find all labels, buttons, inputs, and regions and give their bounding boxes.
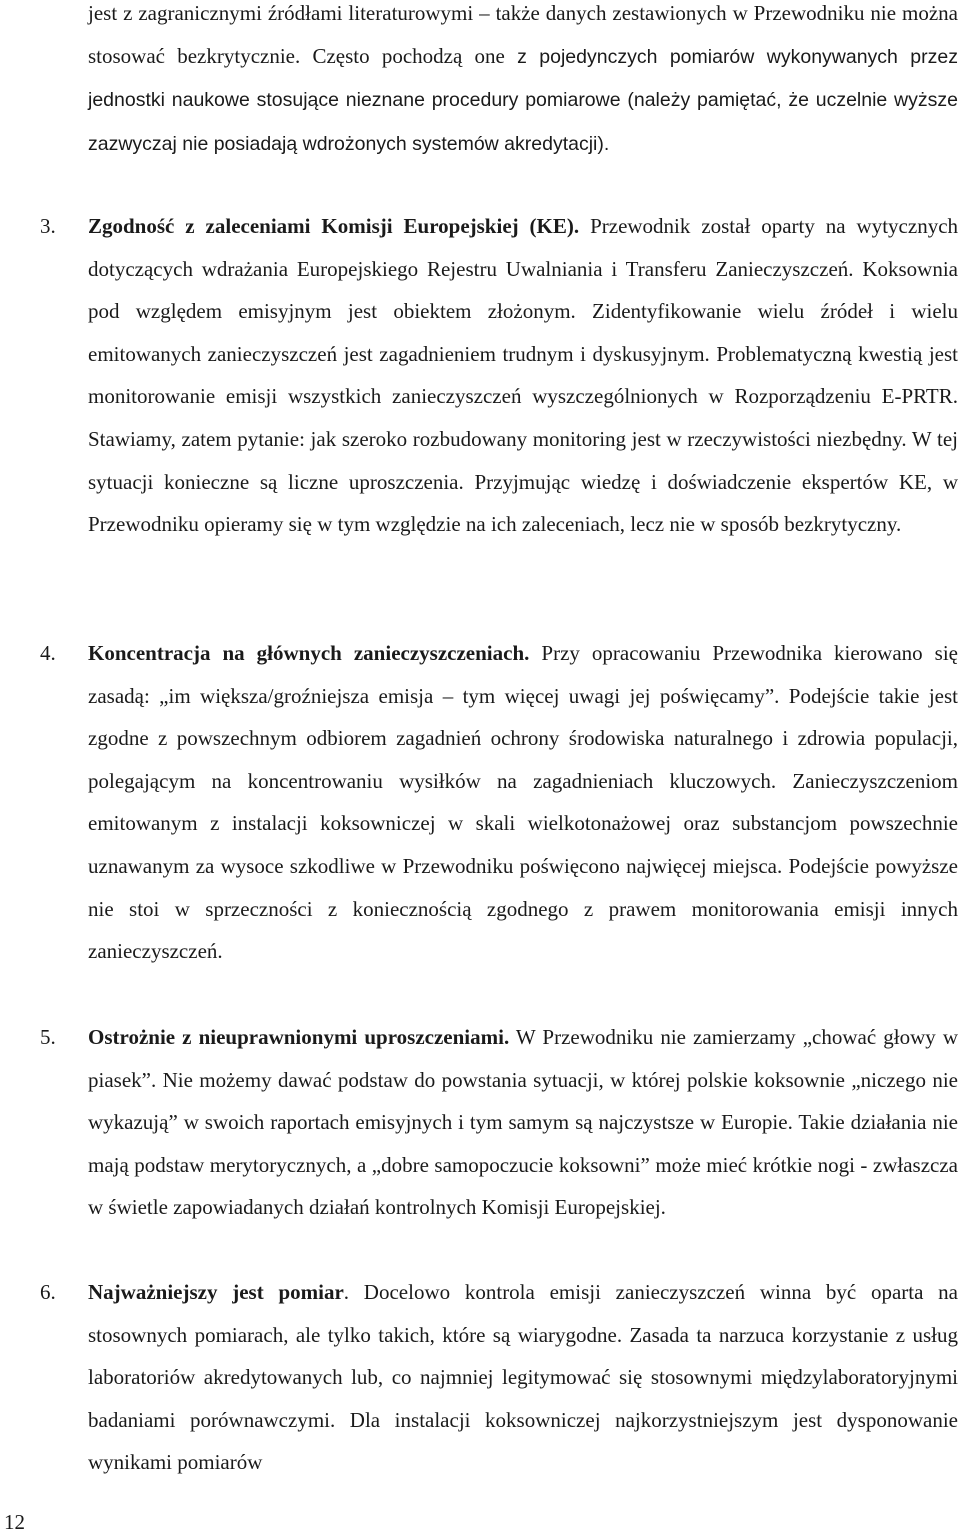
item-paragraph bbox=[88, 205, 958, 546]
item-number: 6. bbox=[40, 1280, 56, 1304]
item-number: 4. bbox=[40, 641, 56, 665]
item-heading-suffix: . bbox=[343, 1280, 350, 1304]
item-body: Przy opracowaniu Przewodnika kierowano się zasadą: „im większa/groźniejsza emisja – tym więcej uwagi jej poświęcamy”. Podejście takie jest zgodne z powszechnym odbiorem zagadnień ochrony środowiska naturalnego i zdrowia populacji, polegającym na koncentrowaniu wysiłków na zagadnieniach kluczowych. Zanieczyszczeniom emitowanym z instalacji koksowniczej w skali wielkotonażowej oraz substancjom powszechnie uznawanym za wysoce szkodliwe w Przewodniku poświęcono najwięcej miejsca. Podejście powyższe nie stoi w sprzeczności z koniecznością zgodnego z prawem monitorowania emisji innych zanieczyszczeń. bbox=[88, 641, 959, 964]
item-paragraph bbox=[88, 632, 958, 973]
item-number: 3. bbox=[40, 214, 56, 238]
item-body: Docelowo kontrola emisji zanieczyszczeń winna być oparta na stosownych pomiarach, ale tylko takich, które są wiarygodne. Zasada ta narzuca korzystanie z usług laboratoriów akredytowanych lub, co najmniej legitymować się stosownymi międzylaboratoryjnymi badaniami porównawczymi. Dla instalacji koksowniczej najkorzystniejszym jest dysponowanie wynikami pomiarów bbox=[88, 1280, 959, 1475]
intro-sans-text: z pojedynczych pomiarów wykonywanych przez jednostki naukowe stosujące nieznane procedury pomiarowe (należy pamiętać, że uczelnie wyższe zazwyczaj nie posiadają wdrożonych systemów akredytacji). bbox=[88, 45, 958, 155]
item-body: W Przewodniku nie zamierzamy „chować głowy w piasek”. Nie możemy dawać podstaw do powstania sytuacji, w której polskie koksownie „niczego nie wykazują” w swoich raportach emisyjnych i tym samym są najczystsze w Europie. Takie działania nie mają podstaw merytorycznych, a „dobre samopoczucie koksowni” może mieć krótkie nogi - zwłaszcza w świetle zapowiadanych działań kontrolnych Komisji Europejskiej. bbox=[88, 1025, 958, 1220]
item-heading: Zgodność z zaleceniami Komisji Europejskiej (KE). bbox=[88, 214, 580, 238]
intro-serif-text: jest z zagranicznymi źródłami literaturowymi – także danych zestawionych w Przewodniku nie można stosować bezkrytycznie. Często pochodzą one bbox=[88, 1, 958, 68]
item-paragraph bbox=[88, 1016, 958, 1229]
item-heading: Ostrożnie z nieuprawnionymi uproszczeniami. bbox=[88, 1025, 510, 1049]
item-paragraph bbox=[88, 1271, 958, 1484]
intro-paragraph bbox=[88, 0, 958, 165]
item-body: Przewodnik został oparty na wytycznych dotyczących wdrażania Europejskiego Rejestru Uwalniania i Transferu Zanieczyszczeń. Koksownia pod względem emisyjnym jest obiektem złożonym. Zidentyfikowanie wielu źródeł i wielu emitowanych zanieczyszczeń jest zagadnieniem trudnym i dyskusyjnym. Problematyczną kwestią jest monitorowanie emisji wszystkich zanieczyszczeń wyszczególnionych w Rozporządzeniu E-PRTR. Stawiamy, zatem pytanie: jak szeroko rozbudowany monitoring jest w rzeczywistości niezbędny. W tej sytuacji konieczne są liczne uproszczenia. Przyjmując wiedzę i doświadczenie ekspertów KE, w Przewodniku opieramy się w tym względzie na ich zaleceniach, lecz nie w sposób bezkrytyczny. bbox=[88, 214, 959, 537]
page-number: 12 bbox=[4, 1510, 25, 1534]
item-number: 5. bbox=[40, 1025, 56, 1049]
item-heading: Najważniejszy jest pomiar bbox=[88, 1280, 344, 1304]
item-heading: Koncentracja na głównych zanieczyszczeniach. bbox=[88, 641, 530, 665]
